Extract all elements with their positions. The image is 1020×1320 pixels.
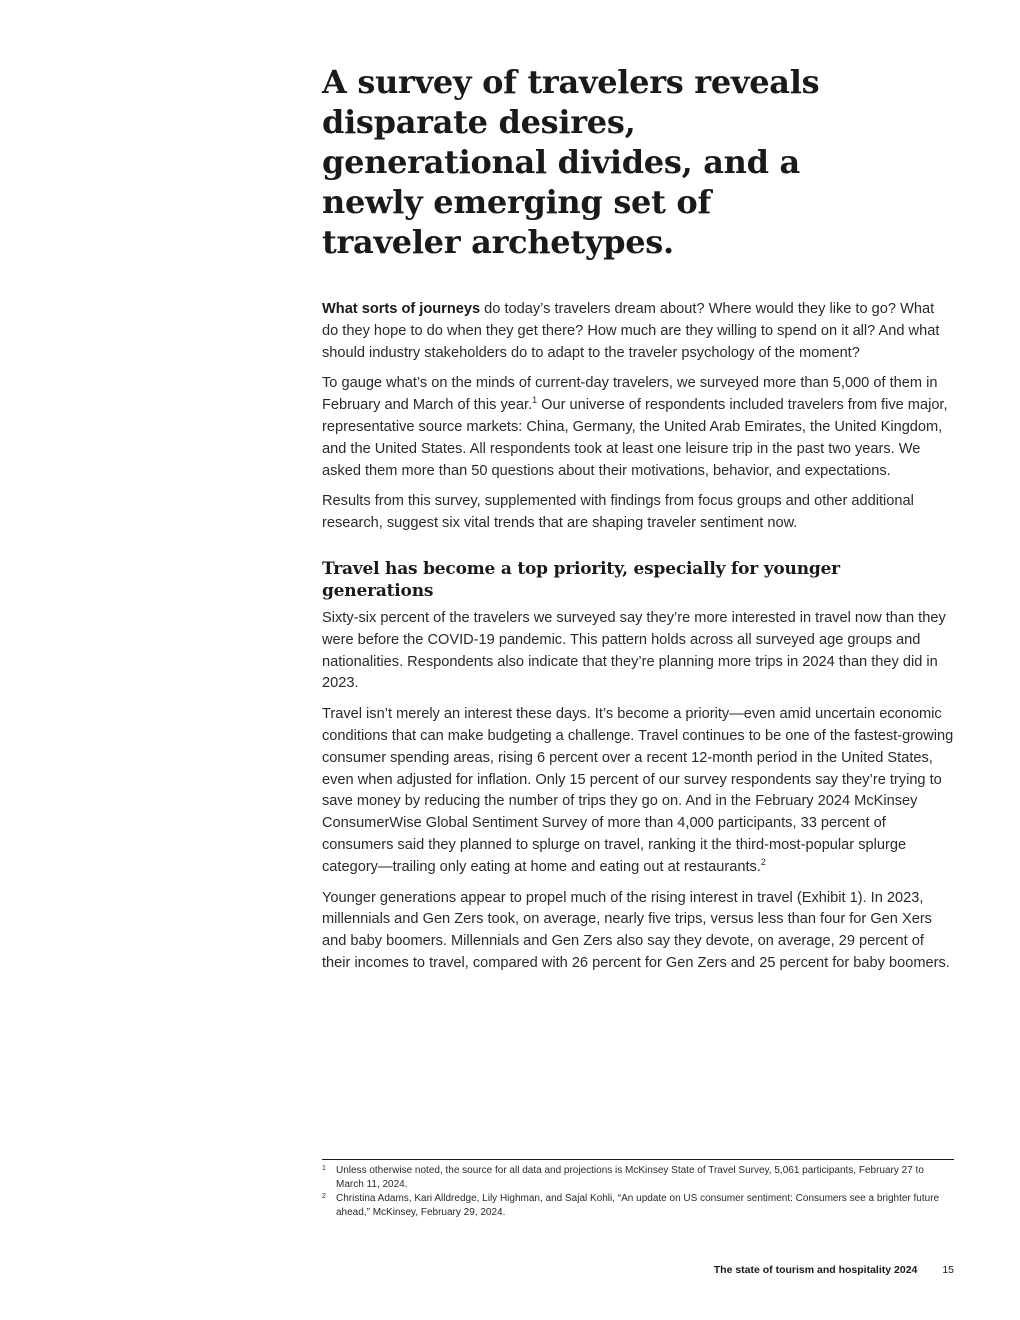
intro-text: do today’s travelers dream about? Where would they like to go? What do they hope to do when they get there? How much are they willing to spend on it all? And what should industry stakeholders do to adapt to the traveler psychology of the moment? bbox=[322, 301, 940, 361]
generations-paragraph: Younger generations appear to propel much of the rising interest in travel (Exhibit 1). In 2023, millennials and Gen Zers took, on average, nearly five trips, versus less than four for Gen Xers and baby boomers. Millennials and Gen Zers also say they devote, on average, 29 percent of their incomes to travel, compared with 26 percent for Gen Zers and 25 percent for baby boomers. bbox=[322, 889, 950, 971]
methodology-text-2: Our universe of respondents included travelers from five major, representative source markets: China, Germany, the United Arab Emirates, the United Kingdom, and the United States. All respondents took at least one leisure trip in the past two years. We asked them more than 50 questions about their motivations, behavior, and expectations. bbox=[322, 397, 948, 479]
footnote-number: 1 bbox=[322, 1165, 326, 1172]
footnote-text: Unless otherwise noted, the source for all data and projections is McKinsey State of Travel Survey, 5,061 participants, February 27 to March 11, 2024. bbox=[336, 1165, 924, 1190]
page-title: A survey of travelers reveals disparate desires, generational divides, and a newly emerging set of traveler archetypes. bbox=[322, 63, 820, 261]
footnote-2 bbox=[322, 1192, 954, 1219]
footnote-ref-2[interactable]: 2 bbox=[760, 856, 766, 867]
footnotes bbox=[322, 1159, 954, 1220]
article-body bbox=[322, 62, 954, 984]
interest-paragraph: Sixty-six percent of the travelers we surveyed say they’re more interested in travel now than they were before the COVID-19 pandemic. This pattern holds across all surveyed age groups and nationalities. Respondents also indicate that they’re planning more trips in 2024 than they did in 2023. bbox=[322, 609, 946, 692]
priority-paragraph bbox=[322, 704, 954, 878]
intro-lead: What sorts of journeys bbox=[322, 301, 481, 317]
footnote-ref-1[interactable]: 1 bbox=[532, 395, 538, 406]
priority-text: Travel isn’t merely an interest these days. It’s become a priority—even amid uncertain economic conditions that can make budgeting a challenge. Travel continues to be one of the fastest-growing consumer spending areas, rising 6 percent over a recent 12-month period in the United States, even when adjusted for inflation. Only 15 percent of our survey respondents say they’re trying to save money by reducing the number of trips they go on. And in the February 2024 McKinsey ConsumerWise Global Sentiment Survey of more than 4,000 participants, 33 percent of consumers said they planned to splurge on travel, ranking it the third-most-popular splurge category—trailing only eating at home and eating out at restaurants. bbox=[322, 706, 954, 875]
footnote-text: Christina Adams, Kari Alldredge, Lily Highman, and Sajal Kohli, “An update on US consumer sentiment: Consumers see a brighter future ahead,” McKinsey, February 29, 2024. bbox=[336, 1193, 940, 1218]
publication-title: The state of tourism and hospitality 2024 bbox=[713, 1264, 918, 1276]
methodology-paragraph bbox=[322, 373, 954, 482]
section-heading: Travel has become a top priority, especially for younger generations bbox=[322, 558, 840, 601]
intro-paragraph bbox=[322, 299, 954, 364]
footnote-1 bbox=[322, 1164, 954, 1191]
page-footer bbox=[714, 1264, 954, 1276]
methodology-text-1: To gauge what’s on the minds of current-day travelers, we surveyed more than 5,000 of them in February and March of this year. bbox=[322, 375, 938, 414]
footnote-number: 2 bbox=[322, 1193, 326, 1200]
results-paragraph: Results from this survey, supplemented with findings from focus groups and other additional research, suggest six vital trends that are shaping traveler sentiment now. bbox=[322, 493, 914, 532]
page-number: 15 bbox=[942, 1264, 954, 1276]
